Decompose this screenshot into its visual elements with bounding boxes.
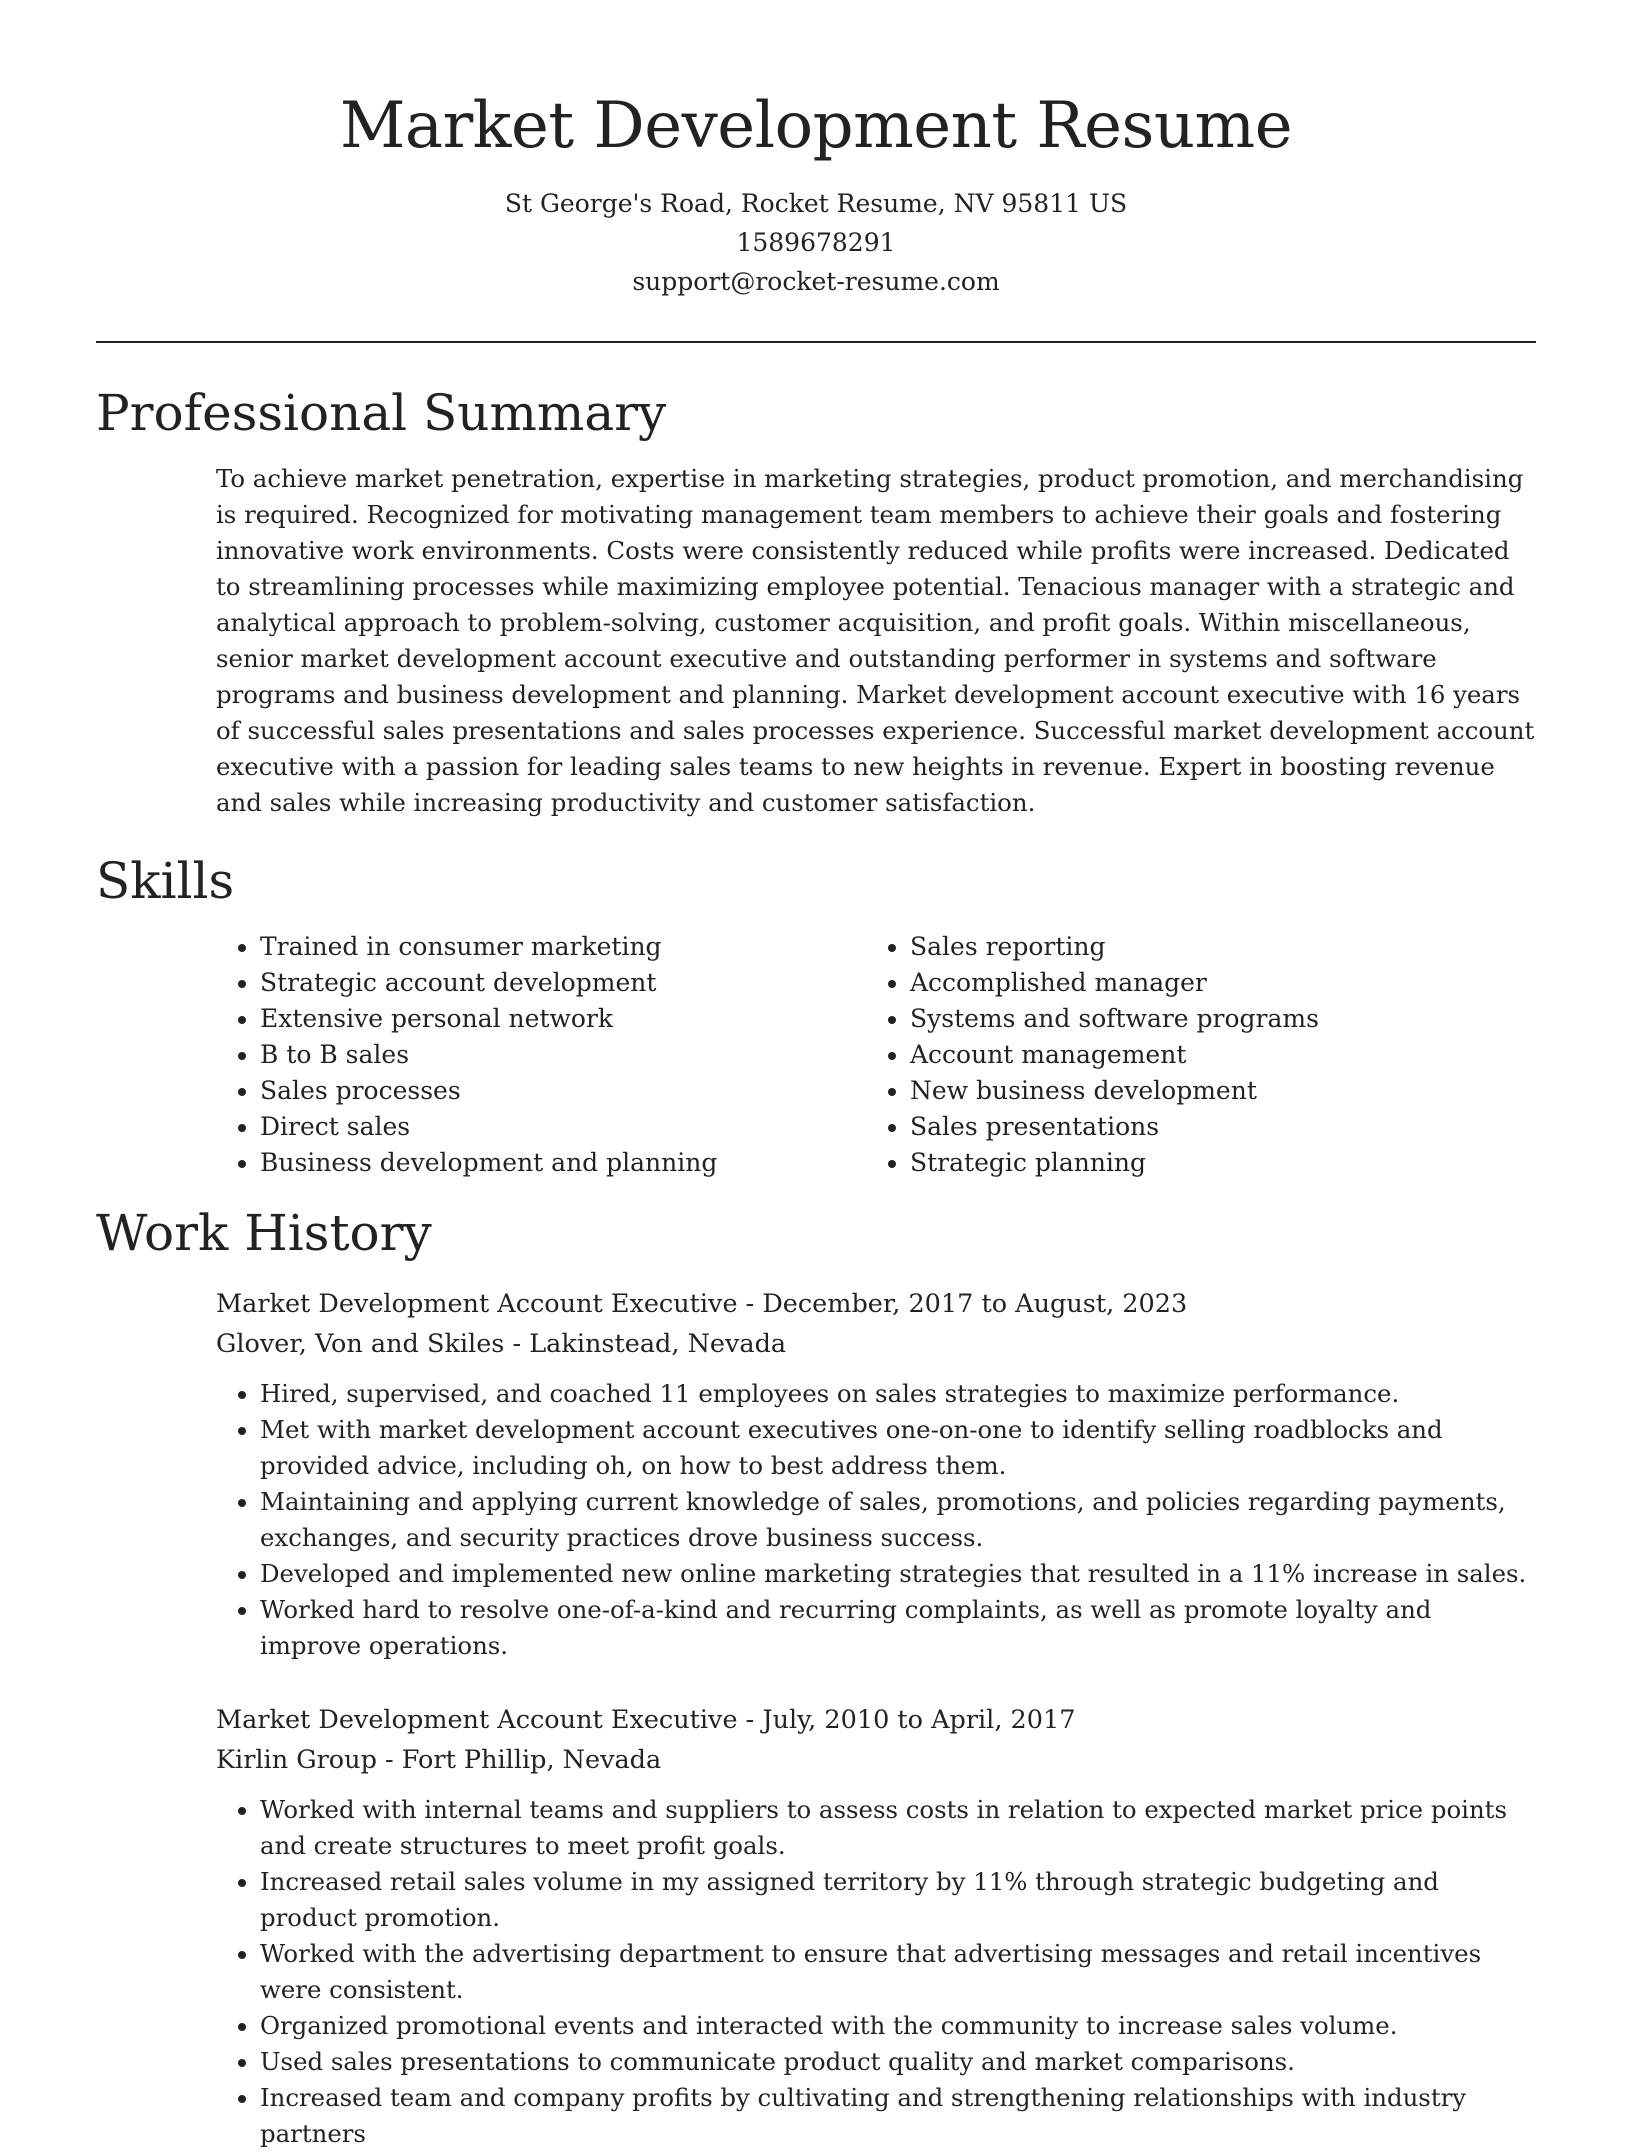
job-bullet: • Increased retail sales volume in my assigned territory by 11% through strategic budgeting and product promotion. bbox=[260, 1864, 1536, 1936]
summary-text: To achieve market penetration, expertise in marketing strategies, product promotion, and merchandising is required. Recognized for motivating management team members to achieve their goals and fostering innovative work environments. Costs were consistently reduced while profits were increased. Dedicated to streamlining processes while maximizing employee potential. Tenacious manager with a strategic and analytical approach to problem-solving, customer acquisition, and profit goals. Within miscellaneous, senior market development account executive and outstanding performer in systems and software programs and business development and planning. Market development account executive with 16 years of successful sales presentations and sales processes experience. Successful market development account executive with a passion for leading sales teams to new heights in revenue. Expert in boosting revenue and sales while increasing productivity and customer satisfaction. bbox=[216, 464, 1535, 817]
job-bullet-list bbox=[216, 1792, 1536, 2152]
summary-heading: Professional Summary bbox=[96, 384, 667, 442]
skill-item: • Direct sales bbox=[260, 1109, 717, 1145]
job-bullet: • Maintaining and applying current knowledge of sales, promotions, and policies regarding payments, exchanges, and security practices drove business success. bbox=[260, 1484, 1536, 1556]
skill-item: • Business development and planning bbox=[260, 1145, 717, 1181]
skill-item: • Accomplished manager bbox=[910, 965, 1319, 1001]
job-bullet: • Used sales presentations to communicate product quality and market comparisons. bbox=[260, 2044, 1536, 2080]
job-location: Fort Phillip, Nevada bbox=[401, 1745, 662, 1775]
job-company-line: Glover, Von and Skiles - Lakinstead, Nevada bbox=[216, 1329, 787, 1359]
skills-heading: Skills bbox=[96, 852, 235, 910]
resume-header bbox=[0, 0, 1632, 301]
job-dates: July, 2010 to April, 2017 bbox=[762, 1705, 1076, 1735]
skill-item: • Strategic account development bbox=[260, 965, 717, 1001]
phone-text: 1589678291 bbox=[736, 228, 896, 257]
job-company: Glover, Von and Skiles bbox=[216, 1329, 505, 1359]
skill-item: • Account management bbox=[910, 1037, 1319, 1073]
job-title: Market Development Account Executive bbox=[216, 1289, 738, 1319]
job-entry bbox=[216, 1700, 1536, 2152]
skills-list-left bbox=[216, 929, 717, 1181]
resume-title: Market Development Resume bbox=[339, 89, 1293, 163]
job-entry bbox=[216, 1284, 1536, 1664]
skill-item: • Strategic planning bbox=[910, 1145, 1319, 1181]
address-text: St George's Road, Rocket Resume, NV 95811 US bbox=[504, 189, 1128, 218]
email-text: support@rocket-resume.com bbox=[632, 267, 1000, 296]
job-bullet: • Met with market development account executives one-on-one to identify selling roadblocks and provided advice, including oh, on how to best address them. bbox=[260, 1412, 1536, 1484]
job-bullet: • Developed and implemented new online marketing strategies that resulted in a 11% increase in sales. bbox=[260, 1556, 1536, 1592]
job-title: Market Development Account Executive bbox=[216, 1705, 738, 1735]
job-bullet-list bbox=[216, 1376, 1536, 1664]
header-divider bbox=[96, 341, 1536, 343]
skill-item: • Sales processes bbox=[260, 1073, 717, 1109]
job-dates: December, 2017 to August, 2023 bbox=[762, 1289, 1188, 1319]
skill-item: • Extensive personal network bbox=[260, 1001, 717, 1037]
contact-info bbox=[0, 184, 1632, 301]
work-history-heading: Work History bbox=[96, 1204, 432, 1262]
job-bullet: • Organized promotional events and interacted with the community to increase sales volume. bbox=[260, 2008, 1536, 2044]
skill-item: • Sales reporting bbox=[910, 929, 1319, 965]
job-bullet: • Worked hard to resolve one-of-a-kind and recurring complaints, as well as promote loyalty and improve operations. bbox=[260, 1592, 1536, 1664]
skill-item: • Systems and software programs bbox=[910, 1001, 1319, 1037]
skill-item: • B to B sales bbox=[260, 1037, 717, 1073]
job-company-line: Kirlin Group - Fort Phillip, Nevada bbox=[216, 1745, 662, 1775]
skill-item: • Trained in consumer marketing bbox=[260, 929, 717, 965]
job-bullet: • Hired, supervised, and coached 11 employees on sales strategies to maximize performance. bbox=[260, 1376, 1536, 1412]
job-title-line: Market Development Account Executive - July, 2010 to April, 2017 bbox=[216, 1705, 1076, 1735]
skill-item: • Sales presentations bbox=[910, 1109, 1319, 1145]
job-location: Lakinstead, Nevada bbox=[529, 1329, 787, 1359]
skill-item: • New business development bbox=[910, 1073, 1319, 1109]
job-company: Kirlin Group bbox=[216, 1745, 377, 1775]
job-bullet: • Increased team and company profits by cultivating and strengthening relationships with industry partners bbox=[260, 2080, 1536, 2152]
job-bullet: • Worked with the advertising department to ensure that advertising messages and retail incentives were consistent. bbox=[260, 1936, 1536, 2008]
job-title-line: Market Development Account Executive - December, 2017 to August, 2023 bbox=[216, 1289, 1188, 1319]
job-bullet: • Worked with internal teams and suppliers to assess costs in relation to expected market price points and create structures to meet profit goals. bbox=[260, 1792, 1536, 1864]
skills-list-right bbox=[866, 929, 1319, 1181]
